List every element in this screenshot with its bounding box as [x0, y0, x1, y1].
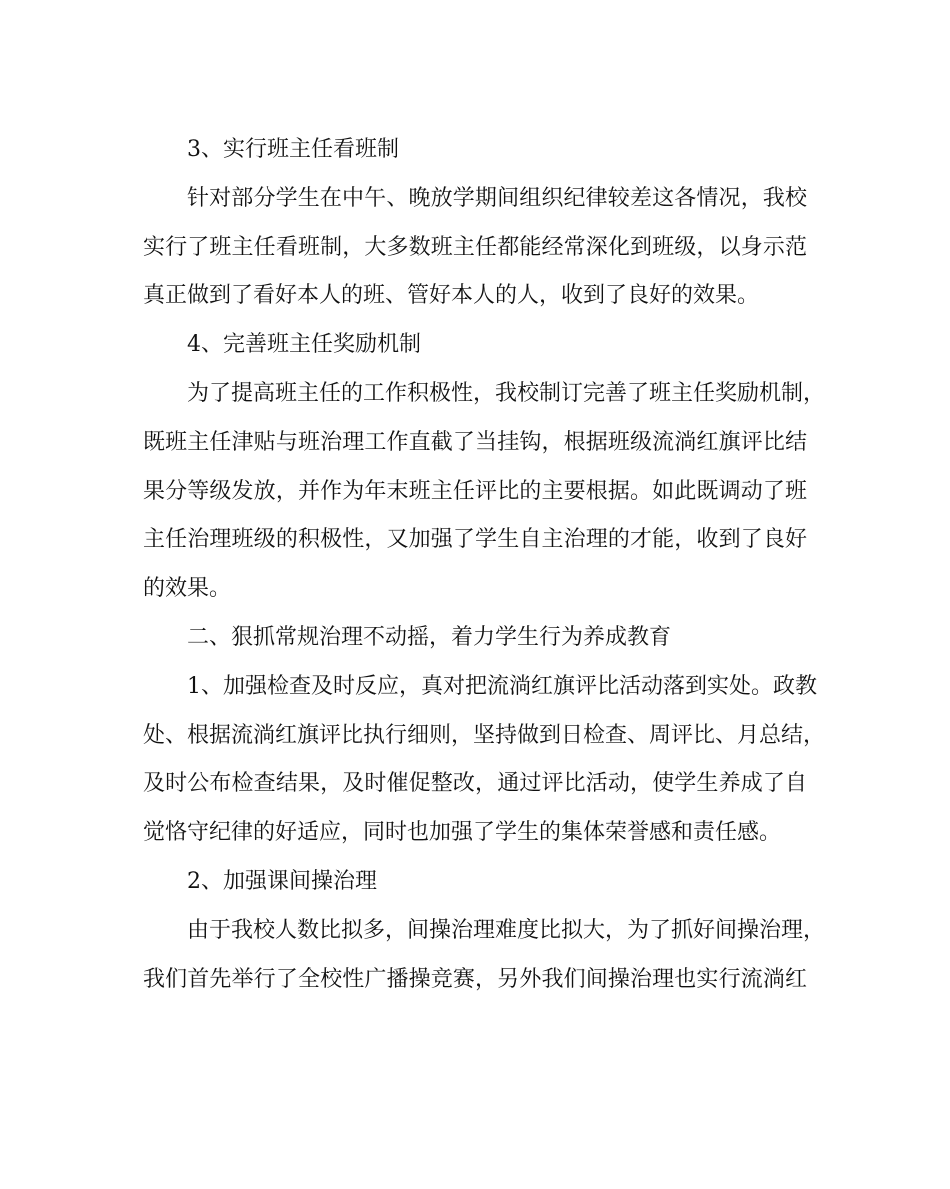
paragraph-line: 真正做到了看好本人的班、管好本人的人，收到了良好的效果。: [143, 283, 760, 309]
document-body: [143, 126, 826, 1004]
paragraph-line: 针对部分学生在中午、晚放学期间组织纪律较差这各情况，我校: [187, 185, 807, 211]
section-heading-4: 4、完善班主任奖励机制: [187, 332, 421, 358]
paragraph-line: 实行了班主任看班制，大多数班主任都能经常深化到班级，以身示范: [143, 234, 807, 260]
paragraph-line: 我们首先举行了全校性广播操竞赛，另外我们间操治理也实行流淌红: [143, 966, 807, 992]
section-heading-2: 二、狠抓常规治理不动摇，着力学生行为养成教育: [187, 624, 672, 650]
subsection-heading-2: 2、加强课间操治理: [187, 868, 377, 894]
paragraph-line: 果分等级发放，并作为年末班主任评比的主要根据。如此既调动了班: [143, 478, 807, 504]
section-heading-3: 3、实行班主任看班制: [187, 137, 399, 162]
paragraph-line: 1、加强检查及时反应，真对把流淌红旗评比活动落到实处。政教: [187, 673, 817, 699]
paragraph-line: 觉恪守纪律的好适应，同时也加强了学生的集体荣誉感和责任感。: [143, 820, 782, 846]
paragraph-line: 由于我校人数比拟多，间操治理难度比拟大，为了抓好间操治理，: [187, 917, 826, 943]
paragraph-line: 处、根据流淌红旗评比执行细则，坚持做到日检查、周评比、月总结，: [143, 722, 826, 748]
paragraph-line: 为了提高班主任的工作积极性，我校制订完善了班主任奖励机制，: [187, 380, 826, 406]
paragraph-line: 的效果。: [143, 576, 232, 602]
paragraph-line: 主任治理班级的积极性，又加强了学生自主治理的才能，收到了良好: [143, 527, 807, 553]
paragraph-line: 既班主任津贴与班治理工作直截了当挂钩，根据班级流淌红旗评比结: [143, 429, 807, 455]
paragraph-line: 及时公布检查结果，及时催促整改，通过评比活动，使学生养成了自: [143, 771, 807, 797]
